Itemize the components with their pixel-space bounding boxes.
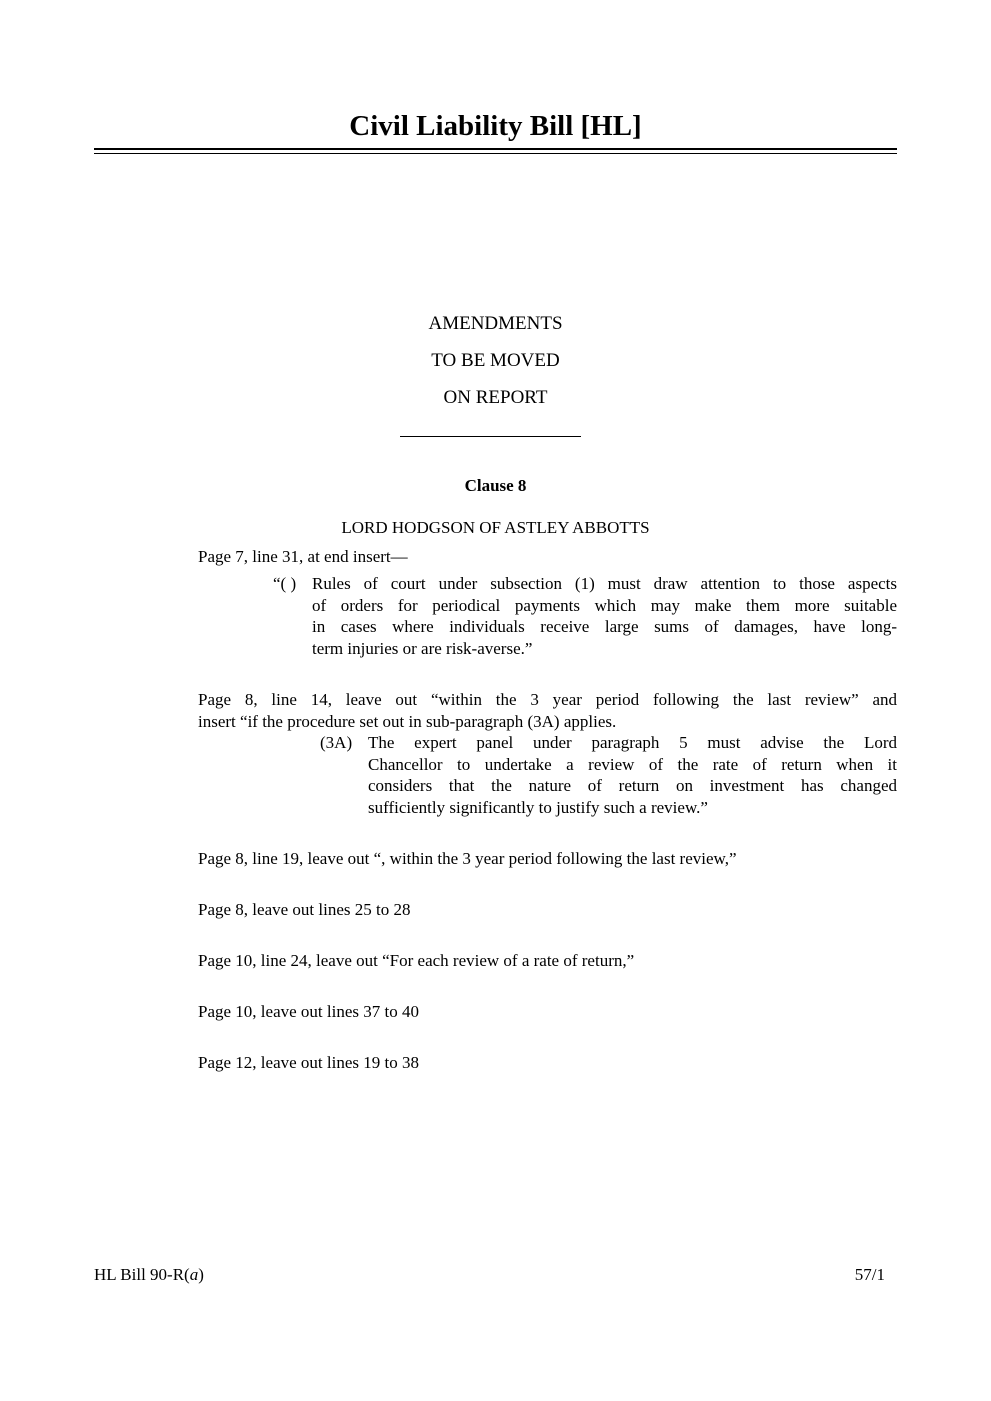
amendment-2-lead: [198, 689, 897, 732]
bill-reference: [94, 1264, 204, 1286]
heading-line-3: ON REPORT: [443, 387, 548, 408]
amendment-1-text-line: term injuries or are risk-averse.”: [312, 638, 533, 658]
amendment-4: Page 8, leave out lines 25 to 28: [198, 900, 411, 919]
amendment-3: Page 8, line 19, leave out “, within the 3 year period following the last review,”: [198, 849, 737, 868]
amendment-1-text-line: in cases where individuals receive large sums of damages, have long-: [312, 617, 897, 636]
member-name: LORD HODGSON OF ASTLEY ABBOTTS: [341, 518, 650, 537]
title-rule-thin: [94, 153, 897, 154]
amendment-1-subsection-number: “( ): [273, 574, 297, 593]
amendment-5: Page 10, line 24, leave out “For each review of a rate of return,”: [198, 951, 635, 970]
heading-line-1: AMENDMENTS: [428, 313, 563, 334]
amendment-2-subparagraph-number: (3A): [320, 733, 353, 752]
amendment-2-lead-line: Page 8, line 14, leave out “within the 3 year period following the last review” and: [198, 690, 897, 709]
amendment-2-text-line: Chancellor to undertake a review of the rate of return when it: [368, 754, 897, 774]
amendment-1-text-line: of orders for periodical payments which may make them more suitable: [312, 595, 897, 615]
bill-reference-suffix: ): [198, 1265, 204, 1284]
document-title: Civil Liability Bill [HL]: [349, 110, 642, 142]
amendment-2-text-line: sufficiently significantly to justify such a review.”: [368, 797, 708, 817]
bill-reference-prefix: HL Bill 90-R(: [94, 1265, 190, 1284]
amendment-1-lead: Page 7, line 31, at end insert—: [198, 547, 408, 566]
amendment-2-text-line: considers that the nature of return on investment has changed: [368, 776, 897, 795]
section-divider: [400, 436, 581, 437]
title-rule-thick: [94, 148, 897, 150]
amendment-6: Page 10, leave out lines 37 to 40: [198, 1002, 419, 1021]
amendment-2-text-line: The expert panel under paragraph 5 must advise the Lord: [368, 733, 897, 752]
amendments-heading: [94, 305, 897, 416]
clause-heading: Clause 8: [464, 476, 527, 495]
heading-line-2: TO BE MOVED: [431, 350, 560, 371]
bill-reference-italic: a: [189, 1265, 199, 1284]
page-reference: 57/1: [854, 1265, 885, 1284]
amendment-1-text-line: Rules of court under subsection (1) must draw attention to those aspects: [312, 574, 897, 593]
amendment-7: Page 12, leave out lines 19 to 38: [198, 1053, 419, 1072]
amendment-2-lead-line: insert “if the procedure set out in sub-paragraph (3A) applies.: [198, 711, 617, 731]
